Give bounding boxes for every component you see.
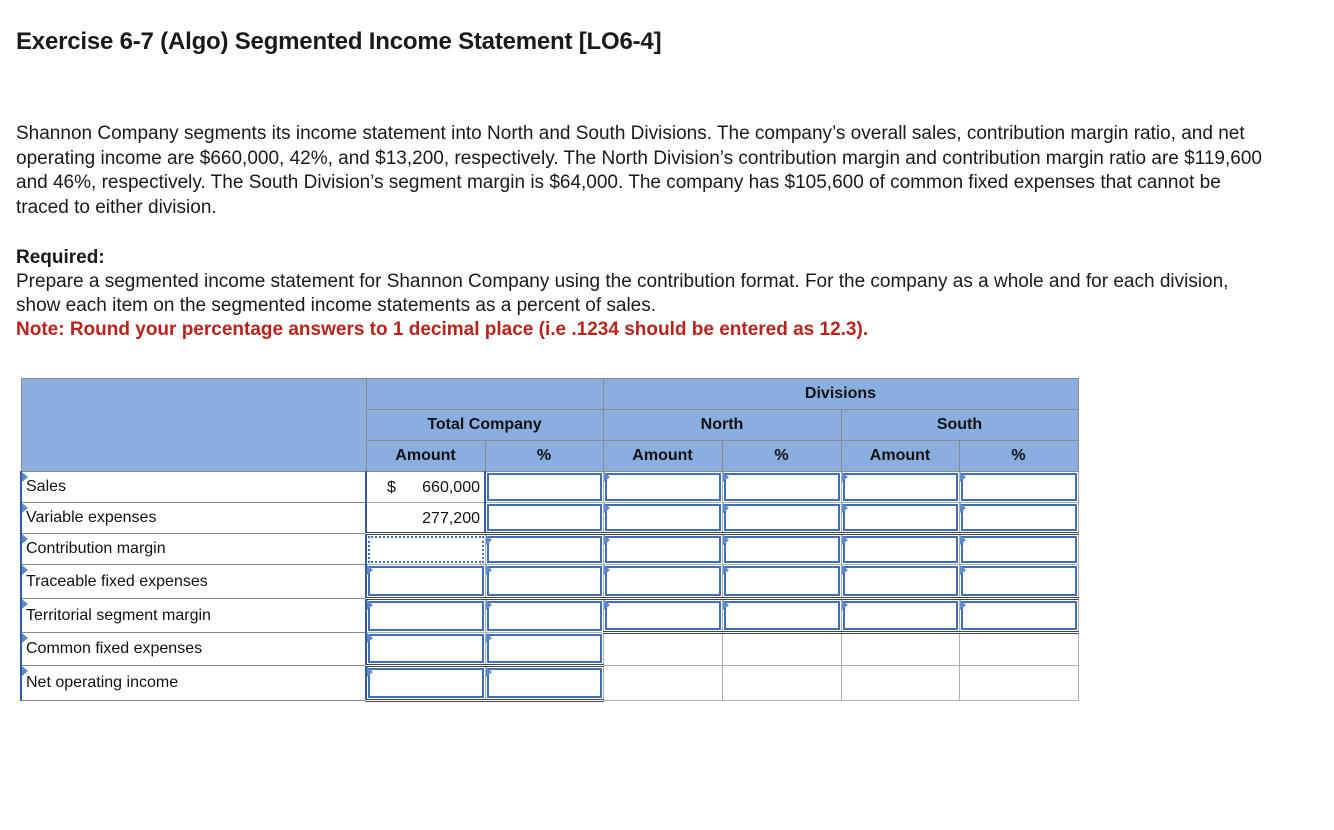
- north-percent-empty: [722, 666, 841, 701]
- row-common-fixed-expenses: [21, 633, 1078, 666]
- header-north-percent: %: [722, 441, 841, 472]
- south-percent-empty: [959, 666, 1078, 701]
- dropdown-marker-icon: [367, 600, 373, 610]
- total-amount-input[interactable]: [366, 666, 485, 701]
- dropdown-marker-icon: [960, 503, 966, 513]
- header-label-blank: [21, 379, 366, 472]
- dropdown-marker-icon: [367, 667, 373, 677]
- total-percent-input[interactable]: [485, 599, 603, 633]
- segmented-income-table: [20, 378, 1079, 702]
- row-territorial-segment-margin: [21, 599, 1078, 633]
- dropdown-marker-icon: [604, 600, 610, 610]
- north-amount-input[interactable]: [603, 472, 722, 503]
- dropdown-marker-icon: [960, 565, 966, 575]
- south-amount-input[interactable]: [841, 503, 959, 534]
- north-amount-input[interactable]: [603, 565, 722, 599]
- north-amount-empty: [603, 633, 722, 666]
- header-south-percent: %: [959, 441, 1078, 472]
- total-percent-input[interactable]: [485, 633, 603, 666]
- dropdown-marker-icon: [22, 633, 28, 643]
- south-percent-input[interactable]: [959, 599, 1078, 633]
- dropdown-marker-icon: [723, 535, 729, 545]
- header-north-amount: Amount: [603, 441, 722, 472]
- header-south-amount: Amount: [841, 441, 959, 472]
- south-amount-input[interactable]: [841, 472, 959, 503]
- row-traceable-fixed-expenses: [21, 565, 1078, 599]
- dropdown-marker-icon: [723, 503, 729, 513]
- dropdown-marker-icon: [22, 472, 28, 482]
- dropdown-marker-icon: [842, 565, 848, 575]
- header-blank-top: [366, 379, 603, 410]
- row-label-text: Traceable fixed expenses: [26, 572, 208, 590]
- dropdown-marker-icon: [22, 599, 28, 609]
- dropdown-marker-icon: [842, 600, 848, 610]
- row-label[interactable]: [21, 534, 366, 565]
- total-percent-input[interactable]: [485, 565, 603, 599]
- south-amount-input[interactable]: [841, 565, 959, 599]
- required-section: [16, 246, 1266, 342]
- given-value: 660,000: [422, 479, 480, 496]
- south-amount-empty: [841, 666, 959, 701]
- total-amount-input[interactable]: [366, 534, 485, 565]
- dropdown-marker-icon: [604, 472, 610, 482]
- dropdown-marker-icon: [22, 503, 28, 513]
- dropdown-marker-icon: [960, 600, 966, 610]
- south-percent-input[interactable]: [959, 565, 1078, 599]
- row-label-text: Contribution margin: [26, 540, 166, 557]
- dropdown-marker-icon: [604, 535, 610, 545]
- north-percent-input[interactable]: [722, 565, 841, 599]
- total-amount-given: [366, 472, 485, 503]
- header-south: South: [841, 410, 1078, 441]
- header-total-company: Total Company: [366, 410, 603, 441]
- south-percent-input[interactable]: [959, 472, 1078, 503]
- dropdown-marker-icon: [486, 667, 492, 677]
- dropdown-marker-icon: [367, 565, 373, 575]
- row-contribution-margin: [21, 534, 1078, 565]
- south-percent-empty: [959, 633, 1078, 666]
- south-amount-empty: [841, 633, 959, 666]
- header-north: North: [603, 410, 841, 441]
- dropdown-marker-icon: [604, 503, 610, 513]
- total-percent-input[interactable]: [485, 472, 603, 503]
- dropdown-marker-icon: [723, 565, 729, 575]
- north-amount-empty: [603, 666, 722, 701]
- dropdown-marker-icon: [486, 633, 492, 643]
- dropdown-marker-icon: [22, 534, 28, 544]
- dropdown-marker-icon: [486, 565, 492, 575]
- header-divisions: Divisions: [603, 379, 1078, 410]
- north-percent-input[interactable]: [722, 599, 841, 633]
- dropdown-marker-icon: [604, 565, 610, 575]
- dropdown-marker-icon: [486, 535, 492, 545]
- given-value: 277,200: [422, 510, 480, 527]
- total-percent-input[interactable]: [485, 534, 603, 565]
- dropdown-marker-icon: [960, 535, 966, 545]
- north-amount-input[interactable]: [603, 503, 722, 534]
- header-total-percent: %: [485, 441, 603, 472]
- north-percent-input[interactable]: [722, 472, 841, 503]
- dropdown-marker-icon: [723, 600, 729, 610]
- dropdown-marker-icon: [960, 472, 966, 482]
- dropdown-marker-icon: [842, 535, 848, 545]
- required-label: Required:: [16, 247, 105, 268]
- currency-symbol: $: [387, 479, 396, 496]
- row-label-text: Sales: [26, 478, 67, 495]
- north-percent-empty: [722, 633, 841, 666]
- row-label-text: Variable expenses: [26, 509, 157, 526]
- total-amount-input[interactable]: [366, 599, 485, 633]
- total-amount-given: [366, 503, 485, 534]
- north-percent-input[interactable]: [722, 503, 841, 534]
- required-text: Prepare a segmented income statement for Shannon Company using the contribution format. For the company as a whole and for each division, show each item on the segmented income statements as a percent of sales.: [16, 271, 1229, 316]
- north-amount-input[interactable]: [603, 599, 722, 633]
- row-label-text: Common fixed expenses: [26, 640, 203, 657]
- row-label[interactable]: [21, 565, 366, 599]
- problem-intro: Shannon Company segments its income statement into North and South Divisions. The company’s overall sales, contribution margin ratio, and net operating income are $660,000, 42%, and $13,200, respectively. The North Division’s contribution margin and contribution margin ratio are $119,600 and 46%, respectively. The South Division’s segment margin is $64,000. The company has $105,600 of common fixed expenses that cannot be traced to either division.: [16, 123, 1262, 218]
- row-label[interactable]: [21, 666, 366, 701]
- south-percent-input[interactable]: [959, 503, 1078, 534]
- row-net-operating-income: [21, 666, 1078, 701]
- dropdown-marker-icon: [842, 472, 848, 482]
- total-percent-input[interactable]: [485, 503, 603, 534]
- dropdown-marker-icon: [22, 666, 28, 676]
- total-percent-input[interactable]: [485, 666, 603, 701]
- row-sales: [21, 472, 1078, 503]
- north-amount-input[interactable]: [603, 534, 722, 565]
- dropdown-marker-icon: [22, 565, 28, 575]
- rounding-note: Note: Round your percentage answers to 1 decimal place (i.e .1234 should be entered as 12.3).: [16, 319, 869, 340]
- south-amount-input[interactable]: [841, 534, 959, 565]
- row-label-text: Territorial segment margin: [26, 606, 211, 624]
- row-label[interactable]: [21, 633, 366, 666]
- row-label-text: Net operating income: [26, 674, 179, 691]
- north-percent-input[interactable]: [722, 534, 841, 565]
- dropdown-marker-icon: [842, 503, 848, 513]
- row-label[interactable]: [21, 472, 366, 503]
- exercise-title: Exercise 6-7 (Algo) Segmented Income Statement [LO6-4]: [16, 28, 662, 55]
- south-percent-input[interactable]: [959, 534, 1078, 565]
- south-amount-input[interactable]: [841, 599, 959, 633]
- total-amount-input[interactable]: [366, 633, 485, 666]
- row-variable-expenses: [21, 503, 1078, 534]
- dropdown-marker-icon: [367, 633, 373, 643]
- dropdown-marker-icon: [486, 600, 492, 610]
- row-label[interactable]: [21, 599, 366, 633]
- header-total-amount: Amount: [366, 441, 485, 472]
- dropdown-marker-icon: [723, 472, 729, 482]
- row-label[interactable]: [21, 503, 366, 534]
- total-amount-input[interactable]: [366, 565, 485, 599]
